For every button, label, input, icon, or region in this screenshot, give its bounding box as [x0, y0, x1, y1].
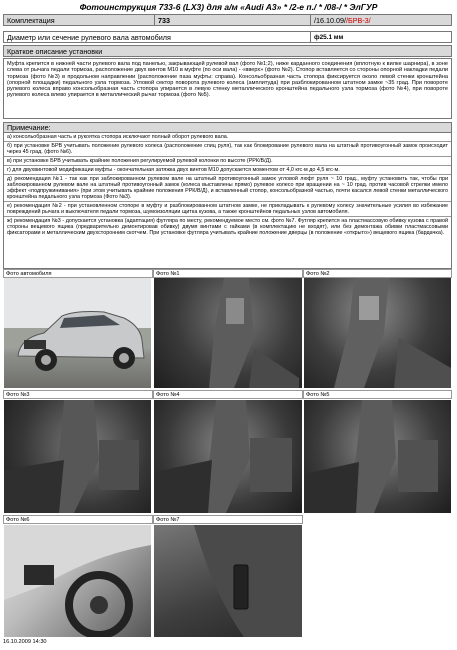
note-item: е) рекомендация №2 - при установленном стопоре в муфту и разблокированном штатном замке, не прикладывать к рулевому колесу значительные усилия во избежание повреждений рычага и выключателя педали тормоза, шумоизоляции щитка кузова, а также кронштейнов педальных узлов автомобиля.	[4, 202, 451, 217]
date-code	[311, 15, 451, 25]
desc-label: Краткое описание установки	[7, 46, 103, 56]
note-item: ж) рекомендация №3 - допускается установка (адаптация) футляра по месту, рекомендуемое место см. фото №7. Футляр крепится на пластмассовую обивку кузова с правой стороны вещевого ящика (предварительно демонтировав обивку) двумя винтами с гайками (в комплектацию не входят), или без демонтажа обивки пластмассовыми фиксаторами и металлическим двухсторонним скотчем. При установке футляра учитывать крайние положение дверцы (в положение «открыто») вещевого ящика (бардачка).	[7, 218, 448, 236]
photo-6-label: Фото №6	[3, 515, 153, 524]
notes-list	[3, 133, 452, 269]
photo-5-label: Фото №5	[303, 390, 452, 399]
photo-4-label: Фото №4	[153, 390, 303, 399]
notes-label: Примечание:	[7, 123, 51, 132]
code-value: /БРВ-3/	[345, 15, 371, 25]
note-item: в) при установке БРВ учитывать крайние положения регулируемой рулевой колонки по высоте (РРК/В/Д).	[4, 157, 451, 166]
photo-2-label: Фото №2	[303, 269, 452, 278]
date-value: /16.10.09/	[314, 15, 346, 25]
desc-row	[3, 45, 452, 57]
photo-3	[4, 400, 151, 513]
photo-2	[304, 278, 451, 388]
photo-1	[154, 278, 302, 388]
photo-4	[154, 400, 302, 513]
note-item: а) консольобразная часть и рукоятка стопора исключают полный оборот рулевого вала.	[4, 133, 451, 142]
kit-row	[3, 14, 452, 26]
photo-7-label: Фото №7	[153, 515, 303, 524]
kit-value: 733	[158, 15, 170, 25]
notes-row	[3, 122, 452, 133]
diameter-row	[3, 31, 452, 43]
description-text: Муфта крепится в нижней части рулевого вала под панелью, закрывающей рулевой вал (фото №1;2), ниже карданного соединения (вплотную к вилке шарнира), в зоне слева от рычага педали тормоза, расположение двух винтов М10 в муфте (по оси вала) - «вверх» (фото №2). Стопор вставляется со стороны опорной накладки педали тормоза (фото №3) в продольном направлении (расположение паза муфты: справа). Консольобразная часть стопора фиксируется около левой стенки кронштейна (опорной площадки) педального узла тормоза. Угловой сектор поворота рулевого колеса (амплитуда) при разблокированном штатном замке ~35 град. При повороте рулевого колеса вправо консольобразная часть стопора упирается в левую стенку металлического кронштейна педального узла тормоза (фото №4), при повороте рулевого колеса влево упирается в металлический рычаг тормоза (фото №5).	[3, 58, 452, 119]
diameter-value: ф25.1 мм	[314, 33, 344, 41]
note-item: д) рекомендация №1 - так как при заблокированном рулевом вале на штатный противоугонный замок угловой люфт руля ~ 10 град., муфту установить так, чтобы при заблокированном рулевом вале на штатный противоугонный замок (колеса выставлены прямо) рулевое колесо при вращении на ~ 10 град. против часовой стрелки имело эффект «подпружинивания» (при этом учитывать крайние положения РРК/В/Д), и вставленный стопор, консольобразной частью, почти касался левой стенки металлического кронштейна педального узла тормоза (Фото №3).	[4, 175, 451, 202]
photo-7	[154, 525, 302, 637]
document-title: Фотоинструкция 733-6 (LX3) для а/м «Audi A3» * /2-е п./ * /08-/ * ЭлГУР	[79, 2, 378, 12]
photo-5	[304, 400, 451, 513]
diameter-label: Диаметр или сечение рулевого вала автомобиля	[7, 32, 171, 42]
photo-1-label: Фото №1	[153, 269, 303, 278]
photo-3-label: Фото №3	[3, 390, 153, 399]
footer-timestamp: 16.10.2009 14:30	[3, 639, 47, 645]
photo-car-label: Фото автомобиля	[3, 269, 153, 278]
kit-label: Комплектация	[7, 15, 55, 25]
car-photo	[4, 278, 151, 388]
photo-6	[4, 525, 151, 637]
note-item: г) для двухвинтовой модификации муфты - окончательная затяжка двух винтов М10 допускается моментом от 4,0 кгс·м до 4,5 кгс·м.	[4, 166, 451, 175]
note-item: б) при установке БРВ учитывать положение рулевого колеса (расположение спиц руля), так как блокирование рулевого вала на штатный противоугонный замок происходит через 45 град. (фото №6).	[4, 142, 451, 157]
